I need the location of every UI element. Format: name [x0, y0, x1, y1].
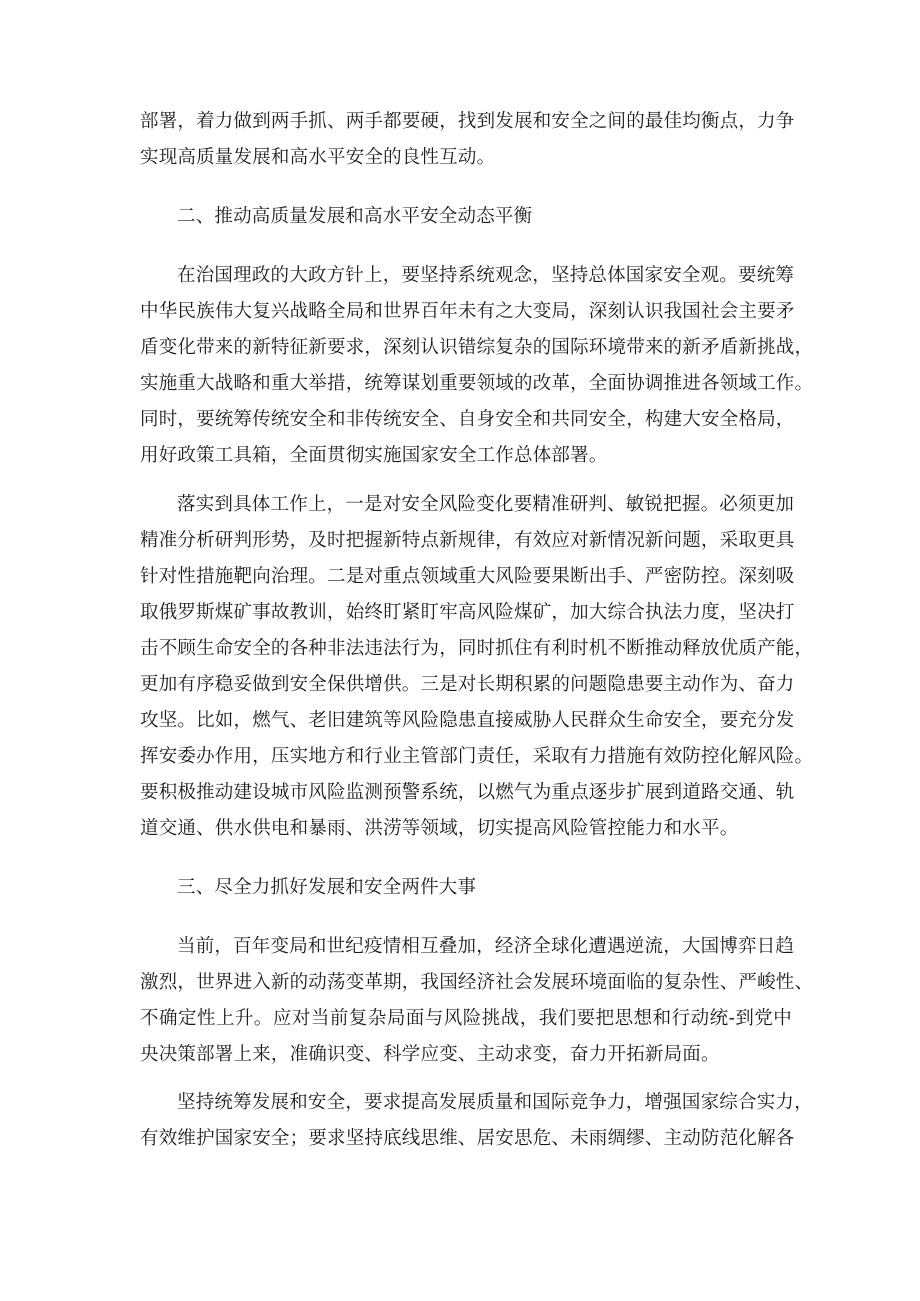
- section-heading: 三、尽全力抓好发展和安全两件大事: [177, 877, 477, 898]
- paragraph-line: 精准分析研判形势，及时把握新特点新规律，有效应对新情况新问题，采取更具: [140, 530, 795, 551]
- paragraph-line: 有效维护国家安全；要求坚持底线思维、居安思危、未雨绸缪、主动防范化解各: [140, 1128, 795, 1149]
- paragraph-line: 取俄罗斯煤矿事故教训，始终盯紧盯牢高风险煤矿，加大综合执法力度，坚决打: [140, 602, 795, 623]
- paragraph-line: 激烈，世界进入新的动荡变革期，我国经济社会发展环境面临的复杂性、严峻性、: [140, 972, 814, 993]
- paragraph-line: 中华民族伟大复兴战略全局和世界百年未有之大变局，深刻认识我国社会主要矛: [140, 301, 795, 322]
- paragraph-line: 击不顾生命安全的各种非法违法行为，同时抓住有利时机不断推动释放优质产能，: [140, 638, 814, 659]
- paragraph-line: 部署，着力做到两手抓、两手都要硬，找到发展和安全之间的最佳均衡点，力争: [140, 111, 795, 132]
- paragraph-line: 更加有序稳妥做到安全保供增供。三是对长期积累的问题隐患要主动作为、奋力: [140, 674, 795, 695]
- paragraph-line: 攻坚。比如，燃气、老旧建筑等风险隐患直接威胁人民群众生命安全，要充分发: [140, 710, 795, 731]
- paragraph-line: 道交通、供水供电和暴雨、洪涝等领域，切实提高风险管控能力和水平。: [140, 818, 739, 839]
- paragraph-line: 在治国理政的大政方针上，要坚持系统观念，坚持总体国家安全观。要统筹: [177, 265, 795, 286]
- paragraph-line: 坚持统筹发展和安全，要求提高发展质量和国际竞争力，增强国家综合实力，: [177, 1092, 813, 1113]
- paragraph-line: 央决策部署上来，准确识变、科学应变、主动求变，奋力开拓新局面。: [140, 1044, 720, 1065]
- paragraph-line: 实现高质量发展和高水平安全的良性互动。: [140, 147, 496, 168]
- section-heading: 二、推动高质量发展和高水平安全动态平衡: [177, 206, 533, 227]
- paragraph-line: 盾变化带来的新特征新要求，深刻认识错综复杂的国际环境带来的新矛盾新挑战，: [140, 337, 814, 358]
- paragraph-line: 同时，要统筹传统安全和非传统安全、自身安全和共同安全，构建大安全格局，: [140, 409, 795, 430]
- paragraph-line: 落实到具体工作上，一是对安全风险变化要精准研判、敏锐把握。必须更加: [177, 494, 795, 515]
- paragraph-line: 针对性措施靶向治理。二是对重点领域重大风险要果断出手、严密防控。深刻吸: [140, 566, 795, 587]
- paragraph-line: 挥安委办作用，压实地方和行业主管部门责任，采取有力措施有效防控化解风险。: [140, 746, 814, 767]
- paragraph-line: 要积极推动建设城市风险监测预警系统，以燃气为重点逐步扩展到道路交通、轨: [140, 782, 795, 803]
- paragraph-line: 实施重大战略和重大举措，统筹谋划重要领域的改革，全面协调推进各领域工作。: [140, 373, 814, 394]
- paragraph-line: 不确定性上升。应对当前复杂局面与风险挑战，我们要把思想和行动统-到党中: [140, 1008, 792, 1029]
- paragraph-line: 用好政策工具箱，全面贯彻实施国家安全工作总体部署。: [140, 445, 608, 466]
- paragraph-line: 当前，百年变局和世纪疫情相互叠加，经济全球化遭遇逆流，大国博弈日趋: [177, 936, 795, 957]
